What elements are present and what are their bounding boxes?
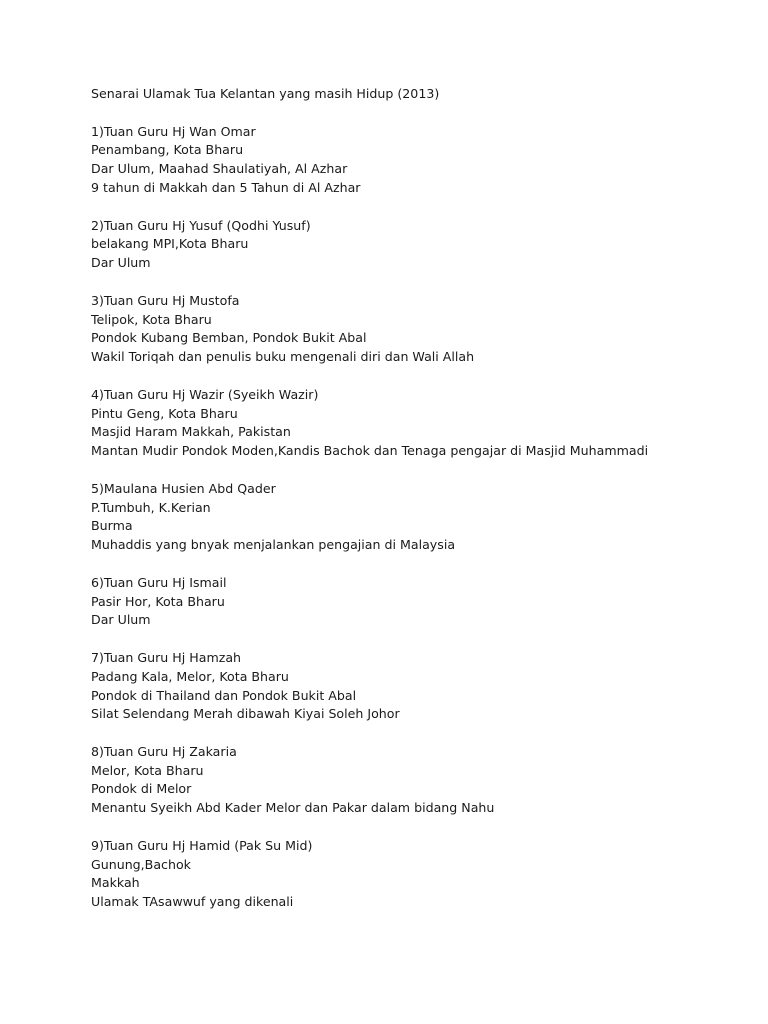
entry-education: Makkah <box>91 875 140 891</box>
entry-name: 5)Maulana Husien Abd Qader <box>91 480 276 496</box>
entry-location: Telipok, Kota Bharu <box>91 311 212 327</box>
entry-location: belakang MPI,Kota Bharu <box>91 236 249 252</box>
entry-name: 9)Tuan Guru Hj Hamid (Pak Su Mid) <box>91 837 313 853</box>
entry-education: Dar Ulum <box>91 255 151 271</box>
entry-location: Padang Kala, Melor, Kota Bharu <box>91 668 289 684</box>
entry-4 <box>91 386 751 461</box>
entry-education: Dar Ulum, Maahad Shaulatiyah, Al Azhar <box>91 161 348 177</box>
entry-name: 3)Tuan Guru Hj Mustofa <box>91 292 240 308</box>
entry-9 <box>91 837 751 912</box>
document-title: Senarai Ulamak Tua Kelantan yang masih Hidup (2013) <box>91 86 440 101</box>
entry-name: 8)Tuan Guru Hj Zakaria <box>91 743 237 759</box>
entry-education: Pondok Kubang Bemban, Pondok Bukit Abal <box>91 330 367 346</box>
entry-note: Menantu Syeikh Abd Kader Melor dan Pakar dalam bidang Nahu <box>91 800 495 816</box>
entry-location: Penambang, Kota Bharu <box>91 142 244 158</box>
entry-6 <box>91 574 751 630</box>
entry-education: Masjid Haram Makkah, Pakistan <box>91 424 291 440</box>
entry-location: P.Tumbuh, K.Kerian <box>91 499 211 515</box>
document-body <box>91 85 751 931</box>
entry-note: Muhaddis yang bnyak menjalankan pengajian di Malaysia <box>91 537 456 553</box>
entry-note: Ulamak TAsawwuf yang dikenali <box>91 894 294 910</box>
entry-location: Pasir Hor, Kota Bharu <box>91 593 225 609</box>
entry-education: Pondok di Thailand dan Pondok Bukit Abal <box>91 687 357 703</box>
entry-name: 7)Tuan Guru Hj Hamzah <box>91 649 242 665</box>
entry-7 <box>91 649 751 724</box>
entry-education: Pondok di Melor <box>91 781 192 797</box>
entry-1 <box>91 123 751 198</box>
entry-5 <box>91 480 751 555</box>
entry-name: 1)Tuan Guru Hj Wan Omar <box>91 123 256 139</box>
entry-8 <box>91 743 751 818</box>
entry-note: Silat Selendang Merah dibawah Kiyai Soleh Johor <box>91 706 400 722</box>
entry-2 <box>91 217 751 273</box>
entry-location: Gunung,Bachok <box>91 856 191 872</box>
entry-education: Burma <box>91 518 133 534</box>
entry-name: 6)Tuan Guru Hj Ismail <box>91 574 227 590</box>
entry-location: Melor, Kota Bharu <box>91 762 204 778</box>
entry-3 <box>91 292 751 367</box>
entry-education: Dar Ulum <box>91 612 151 628</box>
entry-name: 2)Tuan Guru Hj Yusuf (Qodhi Yusuf) <box>91 217 311 233</box>
entry-name: 4)Tuan Guru Hj Wazir (Syeikh Wazir) <box>91 386 319 402</box>
entry-note: Mantan Mudir Pondok Moden,Kandis Bachok dan Tenaga pengajar di Masjid Muhammadi <box>91 443 649 459</box>
entry-location: Pintu Geng, Kota Bharu <box>91 405 238 421</box>
entry-note: 9 tahun di Makkah dan 5 Tahun di Al Azhar <box>91 179 361 195</box>
entry-note: Wakil Toriqah dan penulis buku mengenali diri dan Wali Allah <box>91 349 475 365</box>
